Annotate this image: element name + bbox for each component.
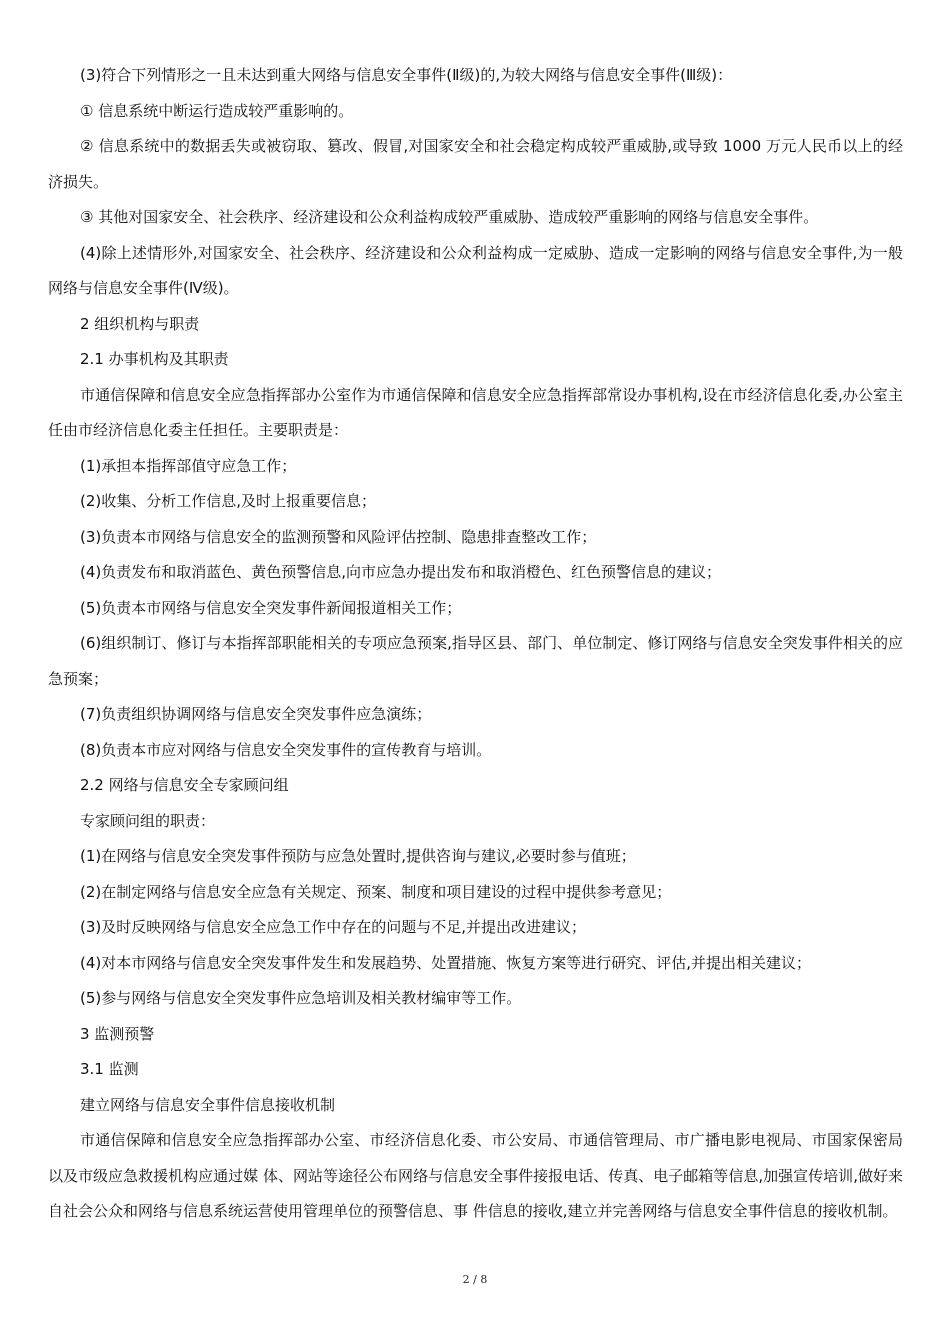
paragraph: 2.2 网络与信息安全专家顾问组 <box>80 776 289 794</box>
paragraph: 2.1 办事机构及其职责 <box>80 350 229 368</box>
paragraph: (5)负责本市网络与信息安全突发事件新闻报道相关工作； <box>80 598 462 617</box>
paragraph: (1)承担本指挥部值守应急工作； <box>80 456 297 475</box>
paragraph: (3)负责本市网络与信息安全的监测预警和风险评估控制、隐患排查整改工作； <box>80 527 597 546</box>
paragraph: (4)对本市网络与信息安全突发事件发生和发展趋势、处置措施、恢复方案等进行研究、评估,并提出相关建议； <box>80 953 812 972</box>
paragraph: (1)在网络与信息安全突发事件预防与应急处置时,提供咨询与建议,必要时参与值班； <box>80 847 636 865</box>
paragraph: (4)负责发布和取消蓝色、黄色预警信息,向市应急办提出发布和取消橙色、红色预警信息的建议； <box>80 563 722 581</box>
paragraph: (5)参与网络与信息安全突发事件应急培训及相关教材编审等工作。 <box>80 989 522 1007</box>
paragraph: (6)组织制订、修订与本指挥部职能相关的专项应急预案,指导区县、部门、单位制定、修订网络与信息安全突发事件相关的应急预案； <box>48 634 903 688</box>
document-body <box>48 58 903 1230</box>
page-number: 2 / 8 <box>462 1273 488 1286</box>
paragraph: (2)收集、分析工作信息,及时上报重要信息； <box>80 492 377 510</box>
paragraph: (3)及时反映网络与信息安全应急工作中存在的问题与不足,并提出改进建议； <box>80 918 587 936</box>
paragraph: 3.1 监测 <box>80 1060 139 1078</box>
paragraph: (4)除上述情形外,对国家安全、社会秩序、经济建设和公众利益构成一定威胁、造成一定影响的网络与信息安全事件,为一般网络与信息安全事件(Ⅳ级)。 <box>48 243 903 297</box>
paragraph: ① 信息系统中断运行造成较严重影响的。 <box>80 101 354 120</box>
paragraph: (2)在制定网络与信息安全应急有关规定、预案、制度和项目建设的过程中提供参考意见； <box>80 882 672 901</box>
paragraph: 专家顾问组的职责： <box>80 811 216 830</box>
paragraph: (7)负责组织协调网络与信息安全突发事件应急演练； <box>80 705 432 723</box>
paragraph: 2 组织机构与职责 <box>80 314 200 333</box>
paragraph: ② 信息系统中的数据丢失或被窃取、篡改、假冒,对国家安全和社会稳定构成较严重威胁,或导致 1000 万元人民币以上的经济损失。 <box>48 137 903 191</box>
paragraph: 市通信保障和信息安全应急指挥部办公室作为市通信保障和信息安全应急指挥部常设办事机构,设在市经济信息化委,办公室主任由市经济信息化委主任担任。主要职责是： <box>48 385 903 439</box>
paragraph: (3)符合下列情形之一且未达到重大网络与信息安全事件(Ⅱ级)的,为较大网络与信息安全事件(Ⅲ级)： <box>80 66 733 84</box>
paragraph: (8)负责本市应对网络与信息安全突发事件的宣传教育与培训。 <box>80 740 492 759</box>
paragraph: 市通信保障和信息安全应急指挥部办公室、市经济信息化委、市公安局、市通信管理局、市广播电影电视局、市国家保密局以及市级应急救援机构应通过媒 体、网站等途径公布网络与信息安全事件接报电话、传真、电子邮箱等信息,加强宣传培训,做好来自社会公众和网络与信息系统运营使用管理单位的预警信息、事 件信息的接收,建立并完善网络与信息安全事件信息的接收机制。 <box>48 1131 903 1220</box>
paragraph: 建立网络与信息安全事件信息接收机制 <box>80 1095 336 1114</box>
paragraph: 3 监测预警 <box>80 1024 155 1043</box>
paragraph: ③ 其他对国家安全、社会秩序、经济建设和公众利益构成较严重威胁、造成较严重影响的网络与信息安全事件。 <box>80 208 819 226</box>
